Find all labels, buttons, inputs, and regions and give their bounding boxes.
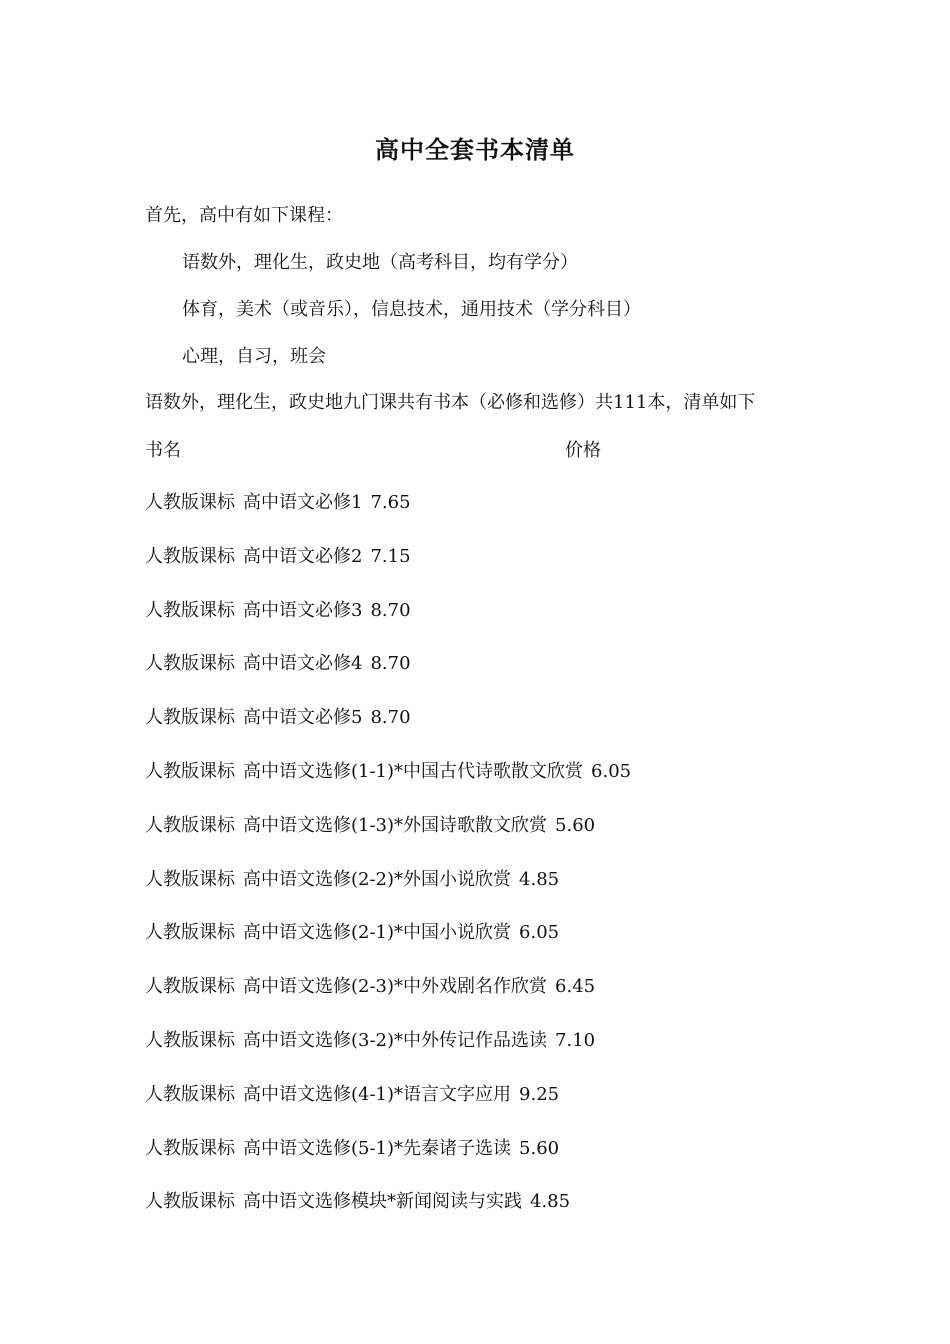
- course-line-credit: 体育，美术（或音乐），信息技术，通用技术（学分科目）: [182, 299, 641, 320]
- header-price: 价格: [565, 440, 601, 461]
- book-price: 5.60: [555, 814, 596, 836]
- book-publisher: 人教版课标: [145, 814, 235, 836]
- book-publisher: 人教版课标: [145, 599, 235, 621]
- book-price: 7.10: [555, 1029, 596, 1051]
- list-item: [145, 867, 845, 921]
- list-item: [145, 598, 845, 652]
- book-publisher: 人教版课标: [145, 922, 235, 944]
- book-price: 4.85: [519, 868, 560, 890]
- book-publisher: 人教版课标: [145, 707, 235, 729]
- page-title: 高中全套书本清单: [375, 135, 575, 164]
- list-item: [145, 759, 845, 813]
- book-price: 6.05: [519, 922, 560, 944]
- book-price: 8.70: [370, 599, 411, 621]
- book-publisher: 人教版课标: [145, 1137, 235, 1159]
- book-list: [145, 490, 845, 1243]
- list-item: [145, 1189, 845, 1243]
- list-item: [145, 544, 845, 598]
- list-item: [145, 920, 845, 974]
- book-publisher: 人教版课标: [145, 976, 235, 998]
- list-item: [145, 490, 845, 544]
- book-name: 高中语文选修(4-1)*语言文字应用: [243, 1083, 512, 1105]
- book-name: 高中语文选修(3-2)*中外传记作品选读: [243, 1029, 548, 1051]
- book-name: 高中语文选修(1-1)*中国古代诗歌散文欣赏: [243, 760, 584, 782]
- book-publisher: 人教版课标: [145, 492, 235, 513]
- book-price: 9.25: [519, 1083, 560, 1105]
- book-name: 高中语文选修(2-1)*中国小说欣赏: [243, 922, 512, 944]
- table-header: [145, 438, 805, 464]
- book-name: 高中语文必修1: [243, 492, 363, 513]
- list-item: [145, 813, 845, 867]
- book-price: 7.15: [370, 545, 411, 567]
- intro-text: 首先，高中有如下课程：: [145, 205, 343, 226]
- book-name: 高中语文选修(1-3)*外国诗歌散文欣赏: [243, 814, 548, 836]
- header-book-name: 书名: [145, 440, 181, 461]
- book-publisher: 人教版课标: [145, 1029, 235, 1051]
- summary-text: 语数外，理化生，政史地九门课共有书本（必修和选修）共111本，清单如下: [145, 392, 756, 413]
- book-price: 6.05: [591, 760, 632, 782]
- book-publisher: 人教版课标: [145, 1191, 235, 1213]
- course-line-other: 心理，自习，班会: [182, 346, 326, 367]
- book-name: 高中语文选修(5-1)*先秦诸子选读: [243, 1137, 512, 1159]
- book-name: 高中语文必修4: [243, 653, 363, 675]
- book-name: 高中语文必修3: [243, 599, 363, 621]
- book-price: 8.70: [370, 653, 411, 675]
- course-line-exam: 语数外，理化生，政史地（高考科目，均有学分）: [182, 252, 578, 273]
- book-price: 7.65: [370, 492, 411, 513]
- book-name: 高中语文选修(2-2)*外国小说欣赏: [243, 868, 512, 890]
- book-name: 高中语文选修模块*新闻阅读与实践: [243, 1191, 522, 1213]
- book-price: 5.60: [519, 1137, 560, 1159]
- book-price: 6.45: [555, 976, 596, 998]
- book-publisher: 人教版课标: [145, 868, 235, 890]
- list-item: [145, 651, 845, 705]
- list-item: [145, 1028, 845, 1082]
- book-publisher: 人教版课标: [145, 653, 235, 675]
- book-name: 高中语文必修2: [243, 545, 363, 567]
- list-item: [145, 1136, 845, 1190]
- book-price: 8.70: [370, 707, 411, 729]
- list-item: [145, 974, 845, 1028]
- book-publisher: 人教版课标: [145, 545, 235, 567]
- list-item: [145, 705, 845, 759]
- book-name: 高中语文选修(2-3)*中外戏剧名作欣赏: [243, 976, 548, 998]
- book-price: 4.85: [530, 1191, 571, 1213]
- book-publisher: 人教版课标: [145, 760, 235, 782]
- list-item: [145, 1082, 845, 1136]
- book-name: 高中语文必修5: [243, 707, 363, 729]
- book-publisher: 人教版课标: [145, 1083, 235, 1105]
